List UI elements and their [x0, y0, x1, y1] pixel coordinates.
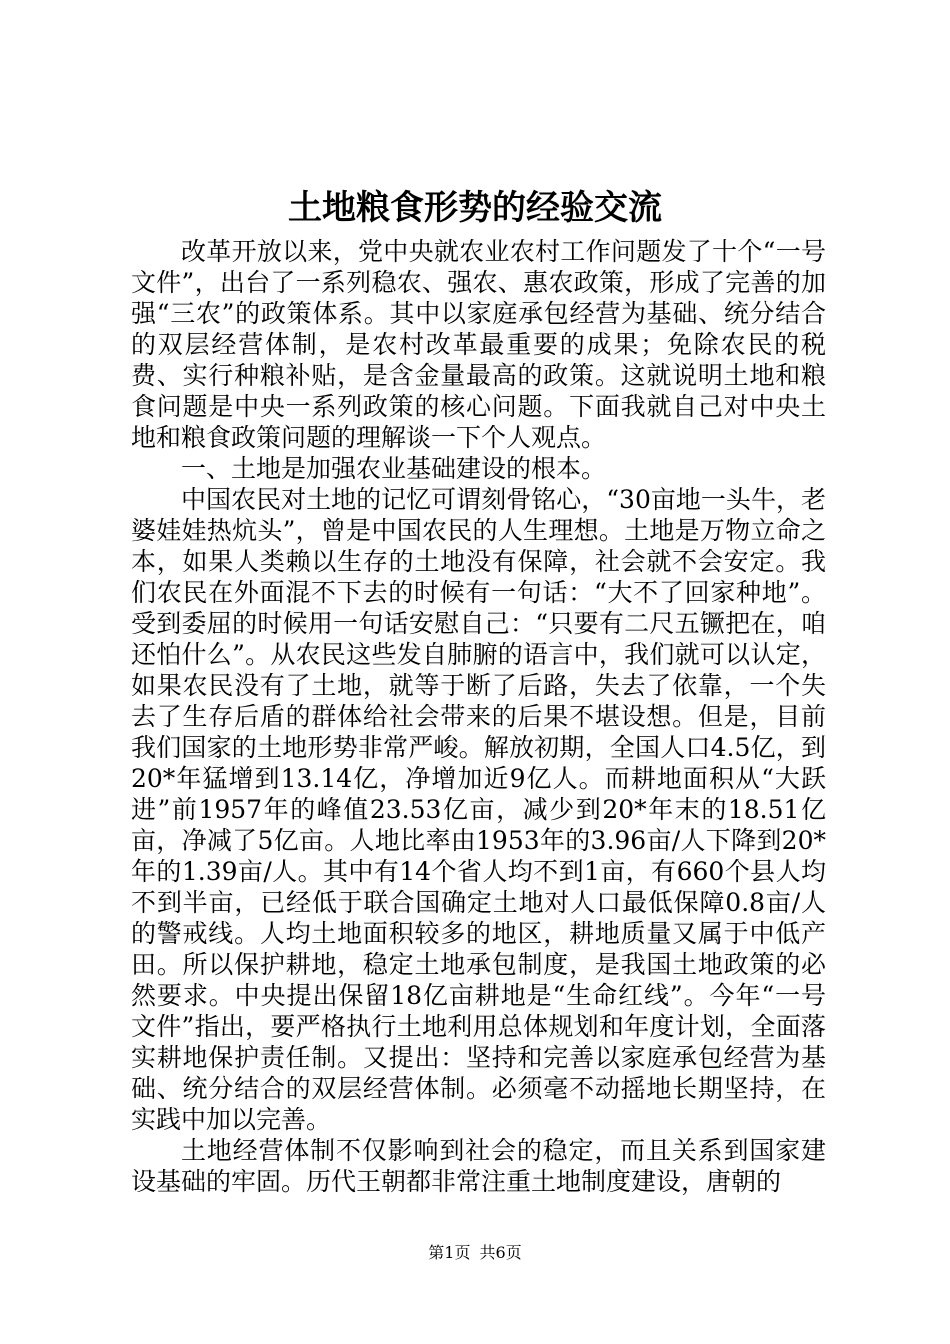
paragraph-land: 中国农民对土地的记忆可谓刻骨铭心，“30亩地一头牛，老婆娃娃热炕头”，曾是中国农民的人生理想。土地是万物立命之本，如果人类赖以生存的土地没有保障，社会就不会安定。我们农民在外面混不下去的时候有一句话：“大不了回家种地”。受到委屈的时候用一句话安慰自己：“只要有二尺五镢把在，咱还怕什么”。从农民这些发自肺腑的语言中，我们就可以认定，如果农民没有了土地，就等于断了后路，失去了依靠，一个失去了生存后盾的群体给社会带来的后果不堪设想。但是，目前我们国家的土地形势非常严峻。解放初期，全国人口4.5亿，到20*年猛增到13.14亿，净增加近9亿人。而耕地面积从“大跃进”前1957年的峰值23.53亿亩，减少到20*年末的18.51亿亩，净减了5亿亩。人地比率由1953年的3.96亩/人下降到20*年的1.39亩/人。其中有14个省人均不到1亩，有660个县人均不到半亩，已经低于联合国确定土地对人口最低保障0.8亩/人的警戒线。人均土地面积较多的地区，耕地质量又属于中低产田。所以保护耕地，稳定土地承包制度，是我国土地政策的必然要求。中央提出保留18亿亩耕地是“生命红线”。今年“一号文件”指出，要严格执行土地利用总体规划和年度计划，全面落实耕地保护责任制。又提出：坚持和完善以家庭承包经营为基础、统分结合的双层经营体制。必须毫不动摇地长期坚持，在实践中加以完善。 — [131, 485, 826, 1134]
document-body — [131, 236, 826, 1197]
paragraph-land-system: 土地经营体制不仅影响到社会的稳定，而且关系到国家建设基础的牢固。历代王朝都非常注重土地制度建设，唐朝的 — [131, 1136, 826, 1196]
paragraph-intro: 改革开放以来，党中央就农业农村工作问题发了十个“一号文件”，出台了一系列稳农、强农、惠农政策，形成了完善的加强“三农”的政策体系。其中以家庭承包经营为基础、统分结合的双层经营体制，是农村改革最重要的成果；免除农民的税费、实行种粮补贴，是含金量最高的政策。这就说明土地和粮食问题是中央一系列政策的核心问题。下面我就自己对中央土地和粮食政策问题的理解谈一下个人观点。 — [131, 237, 826, 452]
document-title: 土地粮食形势的经验交流 — [288, 188, 662, 228]
page-footer — [0, 1243, 950, 1263]
page-total: 共6页 — [479, 1243, 522, 1262]
section-heading-1: 一、土地是加强农业基础建设的根本。 — [181, 454, 607, 483]
page-number: 第1页 — [428, 1243, 471, 1262]
